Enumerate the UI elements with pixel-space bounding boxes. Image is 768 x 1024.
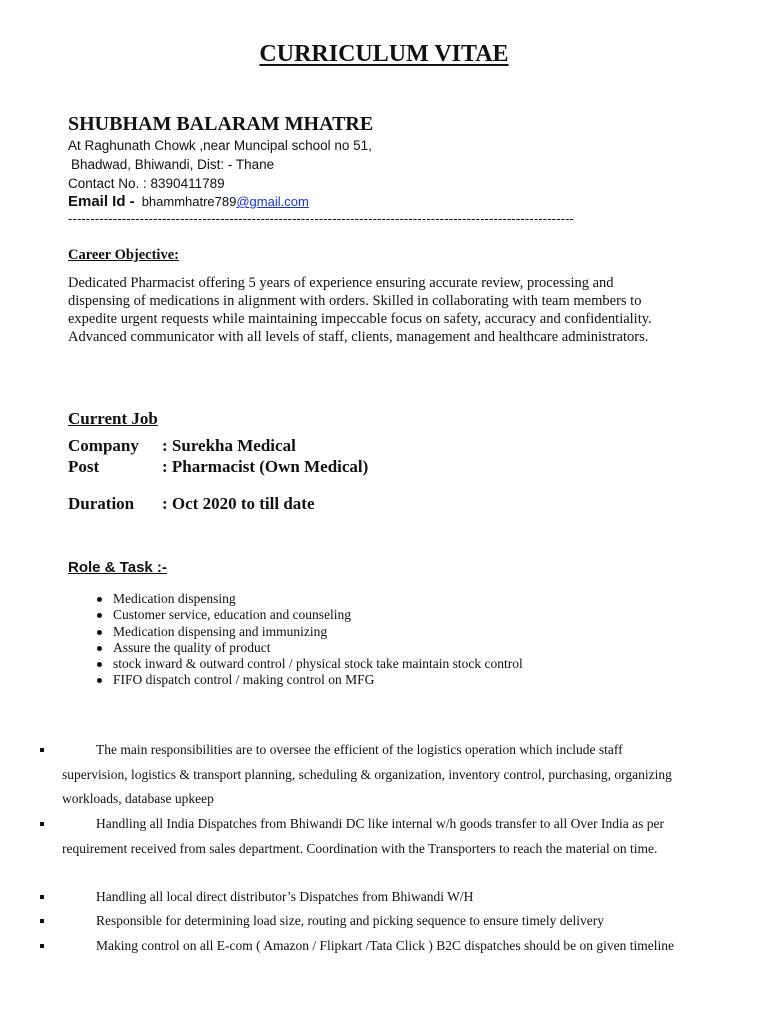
list-item [68, 656, 523, 672]
task-text: Medication dispensing [113, 591, 236, 606]
bullet-icon [97, 613, 102, 618]
company-label: Company [68, 436, 139, 455]
task-text: FIFO dispatch control / making control on MFG [113, 672, 375, 688]
responsibility-text: Responsible for determining load size, routing and picking sequence to ensure timely delivery [96, 913, 604, 928]
email-user: bhammhatre789 [141, 194, 237, 209]
contact-number: Contact No. : 8390411789 [68, 176, 225, 191]
post-label: Post [68, 457, 100, 476]
separator-line: ----------------------------------------------------------------------------------------------------------------- [68, 211, 575, 226]
responsibility-text: Handling all local direct distributor’s Dispatches from Bhiwandi W/H [96, 889, 474, 904]
square-bullet-icon [40, 895, 44, 899]
bullet-icon [97, 646, 102, 651]
bullet-icon [97, 678, 102, 683]
address-line-1: At Raghunath Chowk ,near Muncipal school no 51, [68, 138, 372, 153]
responsibility-item [40, 738, 680, 812]
list-item [68, 624, 523, 640]
responsibility-item [40, 812, 680, 861]
list-item [68, 640, 523, 656]
duration-value: : Oct 2020 to till date [162, 494, 315, 513]
task-list [68, 591, 523, 689]
duration-label: Duration [68, 494, 135, 513]
post-value: : Pharmacist (Own Medical) [162, 457, 369, 476]
list-item [68, 607, 523, 623]
company-value: : Surekha Medical [162, 436, 296, 455]
task-text: Assure the quality of product [113, 639, 271, 655]
email-link[interactable]: @gmail.com [236, 194, 309, 209]
responsibility-item [40, 909, 680, 934]
current-job-heading: Current Job [68, 409, 158, 428]
email-row [68, 193, 309, 211]
bullet-icon [97, 630, 102, 635]
task-text: Customer service, education and counseling [113, 607, 352, 623]
bullet-icon [97, 597, 102, 602]
career-objective-text: Dedicated Pharmacist offering 5 years of experience ensuring accurate review, processing and dispensing of medications in alignment with orders. Skilled in collaborating with team members to expedite urgent requests while maintaining impeccable focus on safety, accuracy and confidentiality. Advanced communicator with all levels of staff, clients, management and healthcare administrators. [68, 275, 652, 345]
square-bullet-icon [40, 822, 44, 826]
task-text: Medication dispensing and immunizing [113, 623, 328, 639]
candidate-name: SHUBHAM BALARAM MHATRE [68, 113, 374, 135]
career-objective-heading: Career Objective: [68, 247, 179, 263]
responsibility-text: The main responsibilities are to oversee the efficient of the logistics operation which include staff supervision, logistics & transport planning, scheduling & organization, inventory control, purchasing, organizing workloads, database upkeep [62, 742, 672, 807]
task-text: stock inward & outward control / physical stock take maintain stock control [113, 656, 523, 672]
bullet-icon [97, 662, 102, 667]
responsibility-item [40, 934, 680, 959]
role-task-heading: Role & Task :- [68, 559, 167, 576]
list-item [68, 591, 523, 607]
responsibility-text: Making control on all E-com ( Amazon / Flipkart /Tata Click ) B2C dispatches should be on given timeline [96, 938, 674, 953]
responsibility-text: Handling all India Dispatches from Bhiwandi DC like internal w/h goods transfer to all Over India as per requirement received from sales department. Coordination with the Transporters to reach the material on time. [62, 816, 664, 856]
square-bullet-icon [40, 919, 44, 923]
list-item [68, 672, 523, 688]
email-label: Email Id - [68, 193, 135, 210]
square-bullet-icon [40, 944, 44, 948]
responsibility-item [40, 885, 680, 910]
address-line-2: Bhadwad, Bhiwandi, Dist: - Thane [71, 157, 275, 172]
document-title: CURRICULUM VITAE [259, 41, 509, 67]
square-bullet-icon [40, 748, 44, 752]
